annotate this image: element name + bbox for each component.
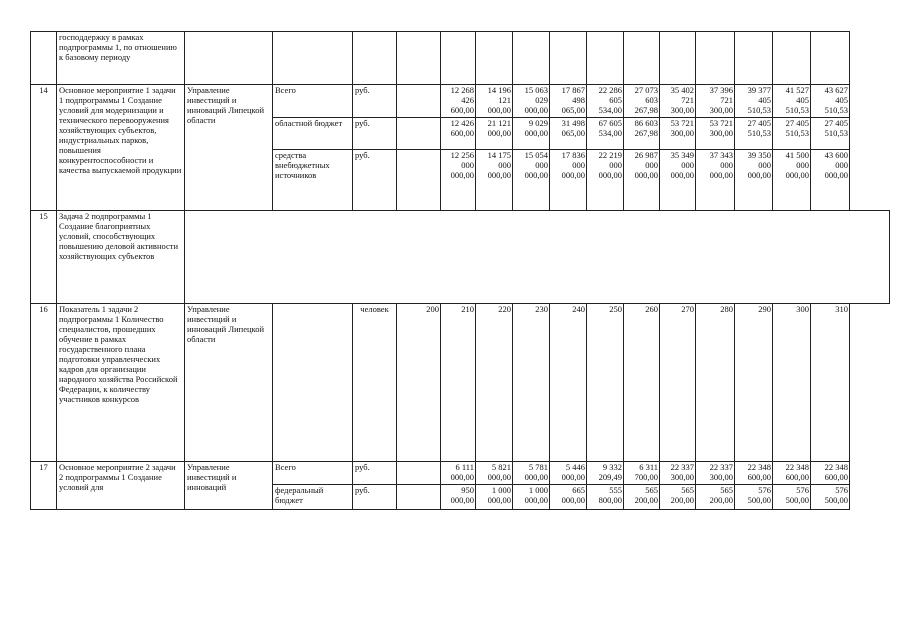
- year-value: 22 348 600,00: [735, 462, 773, 485]
- base-value: [397, 485, 441, 510]
- funding-source: областной бюджет: [273, 118, 353, 150]
- year-value: 240: [550, 304, 587, 462]
- year-value: 565 200,00: [660, 485, 696, 510]
- year-value: 12 426 600,00: [441, 118, 476, 150]
- year-value: 22 348 600,00: [811, 462, 850, 485]
- funding-source: федеральный бюджет: [273, 485, 353, 510]
- table-row: [31, 211, 890, 304]
- year-value: 86 603 267,98: [624, 118, 660, 150]
- year-value: 43 627 405 510,53: [811, 85, 850, 118]
- unit: руб.: [353, 462, 397, 485]
- year-value: 950 000,00: [441, 485, 476, 510]
- year-value: [624, 32, 660, 85]
- year-value: 576 500,00: [811, 485, 850, 510]
- year-value: [441, 32, 476, 85]
- year-value: [550, 32, 587, 85]
- year-value: 270: [660, 304, 696, 462]
- year-value: 5 821 000,00: [476, 462, 513, 485]
- year-value: 53 721 300,00: [696, 118, 735, 150]
- item-description: господдержку в рамках подпрограммы 1, по отношению к базовому периоду: [57, 32, 185, 85]
- item-description: Задача 2 подпрограммы 1 Создание благоприятных условий, способствующих повышению деловой активности хозяйствующих субъектов: [57, 211, 185, 304]
- unit: руб.: [353, 150, 397, 211]
- year-value: 555 800,00: [587, 485, 624, 510]
- year-value: 280: [696, 304, 735, 462]
- year-value: 27 405 510,53: [735, 118, 773, 150]
- budget-table: [30, 31, 890, 510]
- year-value: 5 446 000,00: [550, 462, 587, 485]
- executor: Управление инвестиций и инноваций Липецкой области: [185, 85, 273, 211]
- year-value: 27 405 510,53: [773, 118, 811, 150]
- funding-source: [273, 32, 353, 85]
- year-value: [735, 32, 773, 85]
- year-value: 22 337 300,00: [660, 462, 696, 485]
- year-value: 27 073 603 267,98: [624, 85, 660, 118]
- year-value: 22 337 300,00: [696, 462, 735, 485]
- table-row: [31, 32, 890, 85]
- year-value: 22 348 600,00: [773, 462, 811, 485]
- base-value: [397, 462, 441, 485]
- table-row: [31, 304, 890, 462]
- year-value: 9 332 209,49: [587, 462, 624, 485]
- year-value: 5 781 000,00: [513, 462, 550, 485]
- unit: руб.: [353, 118, 397, 150]
- unit: человек: [353, 304, 397, 462]
- funding-source: Всего: [273, 85, 353, 118]
- table-row: [31, 85, 890, 118]
- year-value: 43 600 000 000,00: [811, 150, 850, 211]
- funding-source: Всего: [273, 462, 353, 485]
- year-value: 15 063 029 000,00: [513, 85, 550, 118]
- year-value: 31 498 065,00: [550, 118, 587, 150]
- base-value: [397, 85, 441, 118]
- year-value: 565 200,00: [696, 485, 735, 510]
- year-value: 665 000,00: [550, 485, 587, 510]
- year-value: [811, 32, 850, 85]
- year-value: 37 343 000 000,00: [696, 150, 735, 211]
- row-number: 16: [31, 304, 57, 462]
- year-value: 35 349 000 000,00: [660, 150, 696, 211]
- year-value: [476, 32, 513, 85]
- executor: [185, 32, 273, 85]
- year-value: 6 111 000,00: [441, 462, 476, 485]
- executor: Управление инвестиций и инноваций Липецкой области: [185, 304, 273, 462]
- item-description: Основное мероприятие 2 задачи 2 подпрограммы 1 Создание условий для: [57, 462, 185, 510]
- year-value: [696, 32, 735, 85]
- funding-source: [273, 304, 353, 462]
- unit: [353, 32, 397, 85]
- year-value: 1 000 000,00: [513, 485, 550, 510]
- executor: Управление инвестиций и инноваций: [185, 462, 273, 510]
- year-value: 22 286 605 534,00: [587, 85, 624, 118]
- year-value: 576 500,00: [735, 485, 773, 510]
- year-value: 250: [587, 304, 624, 462]
- year-value: 260: [624, 304, 660, 462]
- year-value: 14 175 000 000,00: [476, 150, 513, 211]
- funding-source: средства внебюджетных источников: [273, 150, 353, 211]
- year-value: 35 402 721 300,00: [660, 85, 696, 118]
- row-number: 15: [31, 211, 57, 304]
- unit: руб.: [353, 85, 397, 118]
- year-value: 17 836 000 000,00: [550, 150, 587, 211]
- year-value: 53 721 300,00: [660, 118, 696, 150]
- unit: руб.: [353, 485, 397, 510]
- base-value: 200: [397, 304, 441, 462]
- year-value: [513, 32, 550, 85]
- year-value: 1 000 000,00: [476, 485, 513, 510]
- row-number: [31, 32, 57, 85]
- year-value: [660, 32, 696, 85]
- year-value: [587, 32, 624, 85]
- year-value: 15 054 000 000,00: [513, 150, 550, 211]
- year-value: 39 350 000 000,00: [735, 150, 773, 211]
- year-value: 220: [476, 304, 513, 462]
- year-value: 39 377 405 510,53: [735, 85, 773, 118]
- base-value: [397, 32, 441, 85]
- executor-empty: [185, 211, 890, 304]
- year-value: 41 500 000 000,00: [773, 150, 811, 211]
- year-value: 230: [513, 304, 550, 462]
- year-value: 26 987 000 000,00: [624, 150, 660, 211]
- item-description: Основное мероприятие 1 задачи 1 подпрограммы 1 Создание условий для модернизации и технического перевооружения хозяйствующих субъектов, индустриальных парков, повышения конкурентоспособности и качества выпускаемой продукции: [57, 85, 185, 211]
- year-value: 41 527 405 510,53: [773, 85, 811, 118]
- base-value: [397, 150, 441, 211]
- base-value: [397, 118, 441, 150]
- year-value: 310: [811, 304, 850, 462]
- year-value: 9 029 000,00: [513, 118, 550, 150]
- table-row: [31, 462, 890, 485]
- year-value: 12 268 426 600,00: [441, 85, 476, 118]
- year-value: 22 219 000 000,00: [587, 150, 624, 211]
- year-value: 21 121 000,00: [476, 118, 513, 150]
- year-value: 210: [441, 304, 476, 462]
- item-description: Показатель 1 задачи 2 подпрограммы 1 Количество специалистов, прошедших обучение в рамках государственного плана подготовки управленческих кадров для организации народного хозяйства Российской Федерации, к количеству участников конкурсов: [57, 304, 185, 462]
- year-value: 17 867 498 065,00: [550, 85, 587, 118]
- row-number: 14: [31, 85, 57, 211]
- year-value: [773, 32, 811, 85]
- year-value: 27 405 510,53: [811, 118, 850, 150]
- year-value: 37 396 721 300,00: [696, 85, 735, 118]
- year-value: 565 200,00: [624, 485, 660, 510]
- year-value: 6 311 700,00: [624, 462, 660, 485]
- year-value: 14 196 121 000,00: [476, 85, 513, 118]
- row-number: 17: [31, 462, 57, 510]
- year-value: 12 256 000 000,00: [441, 150, 476, 211]
- year-value: 576 500,00: [773, 485, 811, 510]
- year-value: 300: [773, 304, 811, 462]
- year-value: 290: [735, 304, 773, 462]
- year-value: 67 605 534,00: [587, 118, 624, 150]
